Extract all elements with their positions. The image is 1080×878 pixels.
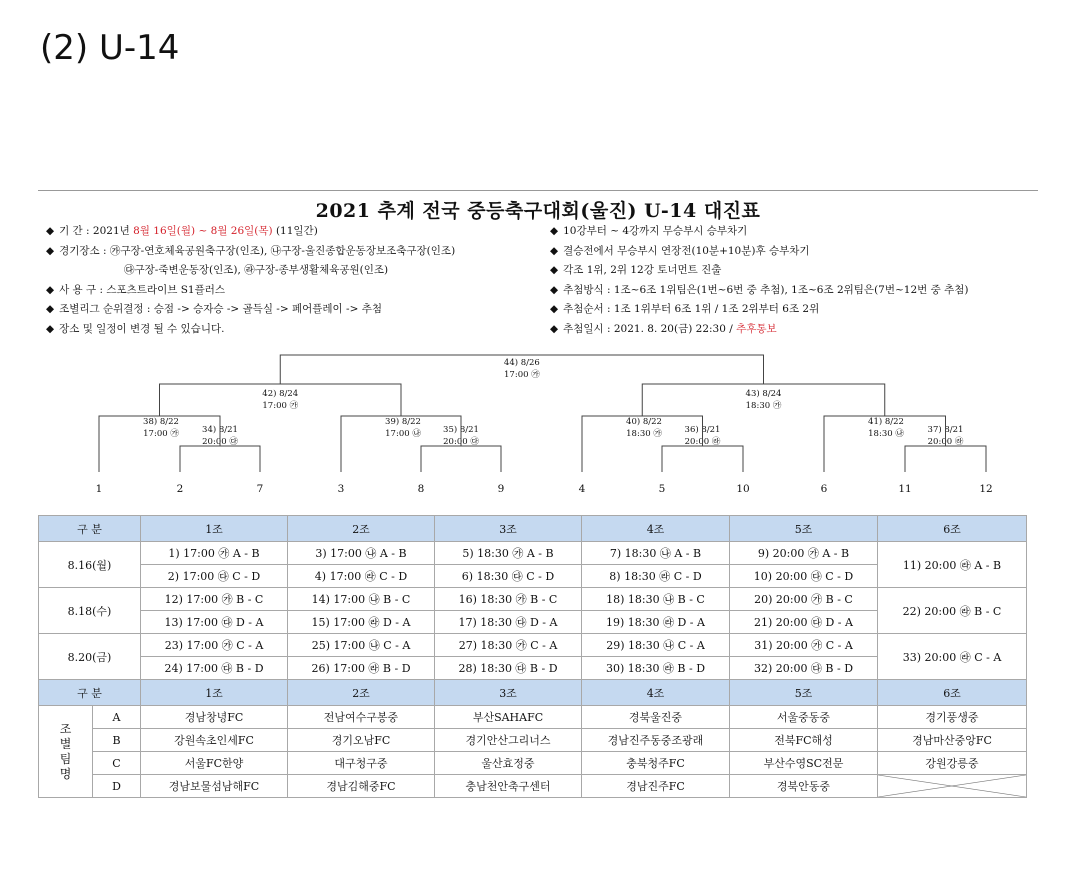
header-cell: 4조 [582,516,730,542]
info-right-line [550,261,969,281]
schedule-match: 9) 20:00 ㉮ A - B [730,542,878,565]
bracket-match-label: 36) 8/21 [684,425,721,435]
bracket-line [421,446,501,472]
schedule-header-row [39,516,1027,542]
schedule-match: 6) 18:30 ㉰ C - D [435,565,582,588]
schedule-match: 23) 17:00 ㉮ C - A [141,634,288,657]
info-right-text: 10강부터 ~ 4강까지 무승부시 승부차기 [563,225,748,237]
schedule-date: 8.18(수) [39,588,141,634]
bullet-icon: ◆ [550,322,559,335]
schedule-date: 8.16(월) [39,542,141,588]
team-name: 서울FC한양 [141,752,288,775]
team-row [39,775,1027,798]
header-cell: 3조 [435,516,582,542]
bullet-icon: ◆ [550,283,559,296]
info-right-text: 추첨일시 : 2021. 8. 20(금) 22:30 / [563,322,737,335]
info-right-text: 각조 1위, 2위 12강 토너먼트 진출 [563,264,722,276]
schedule-match: 4) 17:00 ㉱ C - D [288,565,435,588]
info-left-line [46,320,455,340]
team-name: 경북울진중 [582,706,730,729]
schedule-date: 8.20(금) [39,634,141,680]
header-cell: 6조 [878,516,1027,542]
team-name: 경남김해중FC [288,775,435,798]
schedule-row [39,542,1027,565]
team-name: 경남마산중앙FC [878,729,1027,752]
team-name: 대구청구중 [288,752,435,775]
team-name: 부산SAHAFC [435,706,582,729]
bracket-seed: 3 [337,483,345,495]
info-left-text: ㉰구장-죽변운동장(인조), ㉱구장-종부생활체육공원(인조) [124,264,389,276]
header-cell: 구 분 [39,680,141,706]
header-cell: 1조 [141,680,288,706]
schedule-row [39,588,1027,611]
schedule-match: 25) 17:00 ㉯ C - A [288,634,435,657]
bracket-match-label: 35) 8/21 [443,425,479,435]
page-heading: (2) U-14 [40,28,180,68]
bracket-match-time: 18:30 ㉮ [745,401,782,411]
schedule-match: 12) 17:00 ㉮ B - C [141,588,288,611]
schedule-match: 19) 18:30 ㉱ D - A [582,611,730,634]
bracket-line [662,446,743,472]
schedule-match: 14) 17:00 ㉯ B - C [288,588,435,611]
bracket-match-label: 34) 8/21 [202,425,238,435]
info-left-line [46,300,455,320]
team-name: 경남진주동중조광래 [582,729,730,752]
bullet-icon: ◆ [550,264,559,276]
team-slot-label: C [93,752,141,775]
team-slot-label: B [93,729,141,752]
schedule-match: 21) 20:00 ㉰ D - A [730,611,878,634]
header-cell: 2조 [288,516,435,542]
header-cell: 3조 [435,680,582,706]
bracket-match-time: 17:00 ㉮ [143,429,179,439]
bullet-icon: ◆ [46,303,55,315]
schedule-match: 5) 18:30 ㉮ A - B [435,542,582,565]
team-name: 경남보물섬남해FC [141,775,288,798]
schedule-match: 20) 20:00 ㉮ B - C [730,588,878,611]
bracket-seed: 5 [658,483,666,495]
bracket-seed: 6 [820,483,828,495]
team-name: 경기풍생중 [878,706,1027,729]
schedule-match: 3) 17:00 ㉯ A - B [288,542,435,565]
schedule-row [39,634,1027,657]
schedule-match: 28) 18:30 ㉰ B - D [435,657,582,680]
schedule-match: 17) 18:30 ㉰ D - A [435,611,582,634]
bracket-seed: 4 [578,483,586,495]
header-cell: 5조 [730,680,878,706]
bullet-icon: ◆ [46,225,55,237]
bracket-match-label: 40) 8/22 [626,417,662,427]
bracket-seed: 9 [497,483,505,495]
schedule-match: 10) 20:00 ㉰ C - D [730,565,878,588]
info-right-text: 추첨순서 : 1조 1위부터 6조 1위 / 1조 2위부터 6조 2위 [563,303,820,315]
bracket-match-label: 42) 8/24 [262,389,299,399]
bracket-match-label: 43) 8/24 [745,389,782,399]
team-name: 경남진주FC [582,775,730,798]
info-left-line [46,281,455,301]
header-cell: 6조 [878,680,1027,706]
bracket-match-time: 18:30 ㉮ [626,429,662,439]
schedule-match: 13) 17:00 ㉰ D - A [141,611,288,634]
schedule-match: 11) 20:00 ㉱ A - B [878,542,1027,588]
team-name: 경기안산그리너스 [435,729,582,752]
info-left-text: 장소 및 일정이 변경 될 수 있습니다. [59,322,225,335]
schedule-match: 16) 18:30 ㉮ B - C [435,588,582,611]
team-name: 강원강릉중 [878,752,1027,775]
schedule-match: 29) 18:30 ㉯ C - A [582,634,730,657]
teams-header-row [39,680,1027,706]
info-left-line [46,261,455,281]
header-cell: 구 분 [39,516,141,542]
schedule-match: 7) 18:30 ㉯ A - B [582,542,730,565]
bullet-icon: ◆ [550,244,559,257]
bullet-icon: ◆ [550,303,559,315]
bullet-icon: ◆ [46,244,55,257]
empty-slot-cross-icon [878,775,1026,797]
info-left [46,222,455,339]
info-right-text: 추첨방식 : 1조~6조 1위팀은(1번~6번 중 추첨), 1조~6조 2위팀은(7번~12번 중 추첨) [563,283,969,296]
info-left-text: 경기장소 : ㉮구장-연호체육공원축구장(인조), ㉯구장-울진종합운동장보조축구장(인조) [59,244,456,257]
teams-side-label: 조 별 팀 명 [39,706,93,798]
bracket-match-label: 37) 8/21 [927,425,964,435]
schedule-match: 32) 20:00 ㉰ B - D [730,657,878,680]
info-right-line [550,281,969,301]
schedule-match: 27) 18:30 ㉮ C - A [435,634,582,657]
team-name: 전북FC해성 [730,729,878,752]
bullet-icon: ◆ [550,225,559,237]
info-right-line [550,242,969,262]
header-cell: 2조 [288,680,435,706]
bracket-match-label: 39) 8/22 [385,417,421,427]
schedule-match: 8) 18:30 ㉱ C - D [582,565,730,588]
title-rule [38,190,1038,191]
info-right-line [550,320,969,340]
bracket-match-time: 20:00 ㉰ [202,437,238,447]
bracket-match-time: 20:00 ㉱ [927,437,964,447]
team-name: 강원속초인세FC [141,729,288,752]
info-left-highlight: 8월 16일(월) ~ 8월 26일(목) [133,225,273,237]
info-right-highlight: 추후통보 [736,322,777,335]
info-left-text: 사 용 구 : 스포츠트라이브 S1플러스 [59,283,226,296]
info-left-text: 기 간 : 2021년 [59,225,134,237]
team-name: 충북청주FC [582,752,730,775]
schedule-match: 18) 18:30 ㉯ B - C [582,588,730,611]
bracket-seed: 11 [898,483,912,495]
schedule-match: 30) 18:30 ㉱ B - D [582,657,730,680]
bracket-line [905,446,986,472]
bracket-seed: 8 [417,483,425,495]
schedule-match: 2) 17:00 ㉰ C - D [141,565,288,588]
bracket-seed: 2 [176,483,184,495]
schedule-match: 33) 20:00 ㉱ C - A [878,634,1027,680]
info-right [550,222,969,339]
bracket-match-time: 20:00 ㉱ [684,437,721,447]
schedule-match: 26) 17:00 ㉱ B - D [288,657,435,680]
bracket-line [180,446,260,472]
info-right-line [550,222,969,242]
team-name: 전남여수구봉중 [288,706,435,729]
bracket-seed: 12 [979,483,993,495]
bracket-match-label: 38) 8/22 [143,417,179,427]
bracket-match-time: 20:00 ㉰ [443,437,479,447]
schedule-match: 1) 17:00 ㉮ A - B [141,542,288,565]
info-right-line [550,300,969,320]
team-slot-label: D [93,775,141,798]
schedule-match: 24) 17:00 ㉰ B - D [141,657,288,680]
bullet-icon: ◆ [46,322,55,335]
info-left-text: (11일간) [272,225,318,237]
team-name: 부산수영SC전문 [730,752,878,775]
info-left-line [46,242,455,262]
bracket-match-label: 44) 8/26 [503,358,540,368]
header-cell: 1조 [141,516,288,542]
bracket-match-time: 17:00 ㉯ [385,429,421,439]
info-left-text: 조별리그 순위결정 : 승점 -> 승자승 -> 골득실 -> 페어플레이 -> 추첨 [59,303,383,315]
team-name: 경남창녕FC [141,706,288,729]
info-left-line [46,222,455,242]
tournament-bracket [0,348,1080,498]
schedule-match: 22) 20:00 ㉱ B - C [878,588,1027,634]
team-slot-label: A [93,706,141,729]
team-name: 경북안동중 [730,775,878,798]
team-row [39,752,1027,775]
team-row [39,729,1027,752]
bracket-match-time: 17:00 ㉮ [262,401,299,411]
team-name: 울산효정중 [435,752,582,775]
bracket-match-time: 17:00 ㉮ [504,370,540,380]
bracket-title: 2021 추계 전국 중등축구대회(울진) U-14 대진표 [315,200,761,222]
team-row [39,706,1027,729]
bracket-seed: 7 [256,483,264,495]
header-cell: 4조 [582,680,730,706]
info-right-text: 결승전에서 무승부시 연장전(10분+10분)후 승부차기 [563,244,810,257]
empty-slot [878,775,1027,798]
bracket-seed: 1 [95,483,103,495]
schedule-match: 31) 20:00 ㉮ C - A [730,634,878,657]
team-name: 서울중동중 [730,706,878,729]
team-name: 경기오남FC [288,729,435,752]
schedule-match: 15) 17:00 ㉱ D - A [288,611,435,634]
bracket-match-time: 18:30 ㉯ [868,429,904,439]
team-name: 충남천안축구센터 [435,775,582,798]
group-schedule-table [38,515,1027,798]
bracket-seed: 10 [736,483,750,495]
bracket-match-label: 41) 8/22 [868,417,904,427]
bullet-icon: ◆ [46,283,55,296]
header-cell: 5조 [730,516,878,542]
